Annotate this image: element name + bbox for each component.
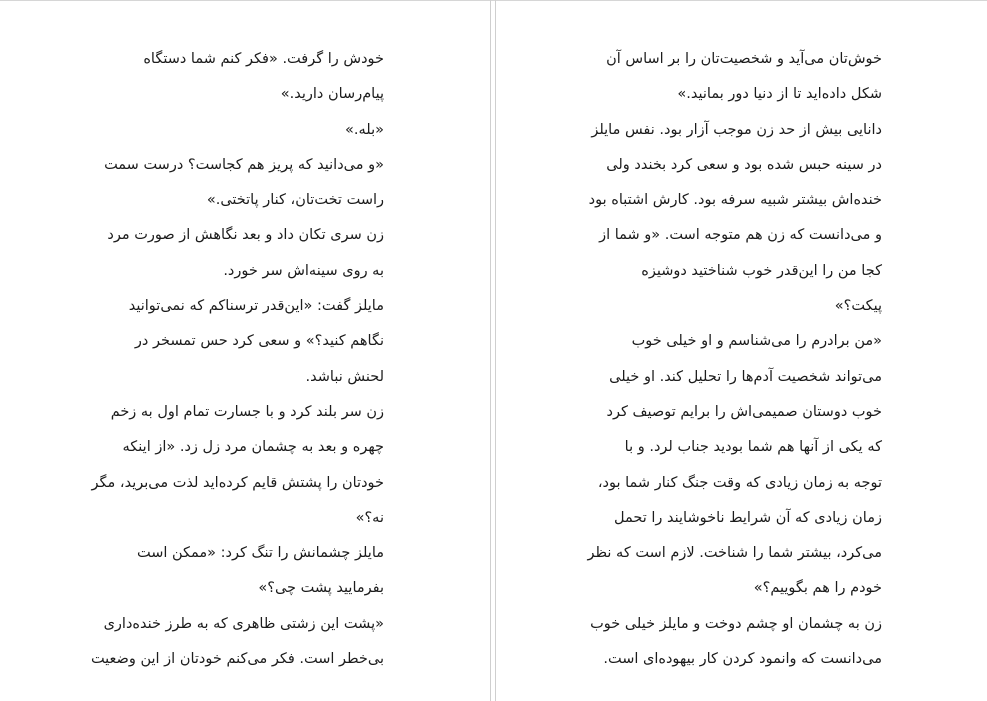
text-line: خوب دوستان صمیمی‌اش را برایم توصیف کرد	[606, 403, 882, 420]
right-page-text	[587, 42, 882, 677]
text-line: بی‌خطر است. فکر می‌کنم خودتان از این وضعیت	[90, 651, 384, 668]
text-line: خودش را گرفت. «فکر کنم شما دستگاه	[143, 51, 384, 67]
text-line: و می‌دانست که زن هم متوجه است. «و شما از	[599, 227, 882, 244]
text-line: در سینه حبس شده بود و سعی کرد بخندد ولی	[606, 156, 882, 173]
text-line: «بله.»	[345, 121, 384, 138]
text-line: پیام‌رسان دارید.»	[280, 86, 384, 103]
text-line: چهره و بعد به چشمان مرد زل زد. «از اینکه	[122, 439, 384, 456]
text-line: می‌دانست که وانمود کردن کار بیهوده‌ای است.	[603, 651, 882, 668]
text-line: زن سری تکان داد و بعد نگاهش از صورت مرد	[107, 227, 384, 244]
text-line: زمان زیادی که آن شرایط ناخوشایند را تحمل	[614, 509, 882, 526]
text-line: خودم را هم بگوییم؟»	[753, 580, 882, 597]
text-line: کجا من را این‌قدر خوب شناختید دوشیزه	[641, 262, 882, 279]
top-border	[0, 0, 987, 1]
text-line: راست تخت‌تان، کنار پاتختی.»	[206, 192, 384, 209]
text-line: می‌کرد، بیشتر شما را شناخت. لازم است که نظر	[587, 545, 882, 562]
text-line: نه؟»	[355, 509, 384, 526]
text-line: زن سر بلند کرد و با جسارت تمام اول به زخم	[110, 403, 384, 420]
gutter-line-left	[490, 0, 491, 701]
text-line: خودتان را پشتش قایم کرده‌اید لذت می‌برید، مگر	[91, 474, 384, 491]
text-line: به روی سینه‌اش سر خورد.	[223, 262, 384, 279]
text-line: می‌تواند شخصیت آدم‌ها را تحلیل کند. او خیلی	[609, 368, 882, 385]
text-line: شکل داده‌اید تا از دنیا دور بمانید.»	[677, 86, 882, 103]
text-line: «و می‌دانید که پریز هم کجاست؟ درست سمت	[104, 156, 384, 173]
left-page-text	[90, 42, 384, 677]
text-line: مایلز گفت: «این‌قدر ترسناکم که نمی‌توانید	[128, 298, 384, 315]
text-line: دانایی بیش از حد زن موجب آزار بود. نفس مایلز	[591, 121, 882, 138]
text-line: «پشت این زشتی ظاهری که به طرز خنده‌داری	[103, 615, 384, 632]
text-line: مایلز چشمانش را تنگ کرد: «ممکن است	[136, 545, 384, 562]
text-line: نگاهم کنید؟» و سعی کرد حس تمسخر در	[134, 333, 384, 350]
text-line: توجه به زمان زیادی که وقت جنگ کنار شما بود،	[597, 474, 882, 491]
gutter-line-right	[495, 0, 496, 701]
text-line: بفرمایید پشت چی؟»	[258, 580, 384, 597]
text-line: پیکت؟»	[834, 298, 882, 315]
text-line: که یکی از آنها هم شما بودید جناب لرد. و با	[624, 439, 882, 456]
text-line: زن به چشمان او چشم دوخت و مایلز خیلی خوب	[590, 615, 882, 632]
text-line: خوش‌تان می‌آید و شخصیت‌تان را بر اساس آن	[606, 51, 882, 67]
text-line: خنده‌اش بیشتر شبیه سرفه بود. کارش اشتباه بود	[588, 192, 882, 209]
text-line: «من برادرم را می‌شناسم و او خیلی خوب	[631, 333, 882, 350]
text-line: لحنش نباشد.	[305, 368, 384, 385]
